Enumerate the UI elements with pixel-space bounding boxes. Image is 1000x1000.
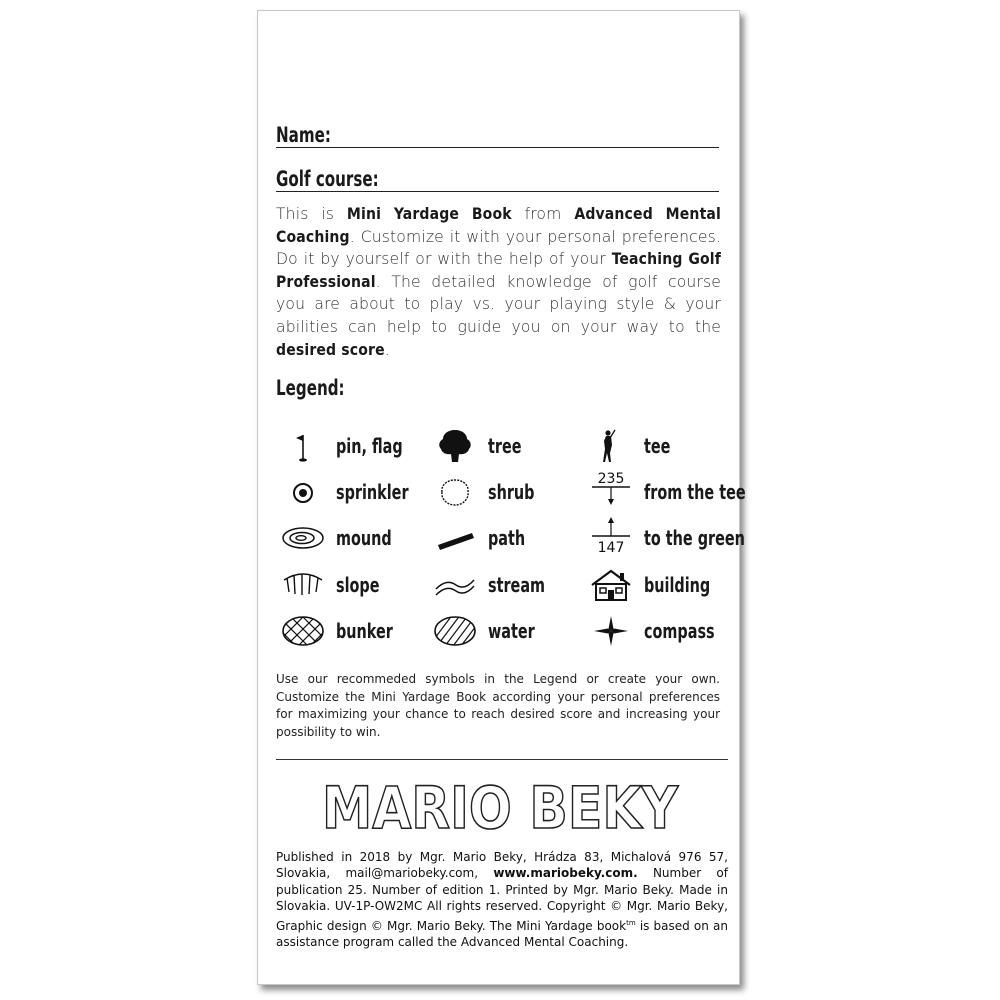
water-icon xyxy=(428,614,482,648)
book-name: Mini Yardage Book xyxy=(346,205,512,223)
svg-text:MARIO BEKY: MARIO BEKY xyxy=(322,774,679,842)
legend-item-tree: tree xyxy=(428,429,578,463)
from-tee-icon xyxy=(584,469,638,509)
tree-icon xyxy=(428,429,482,463)
legend-item-pin-flag: pin, flag xyxy=(276,429,426,463)
legend-item-shrub: shrub xyxy=(428,475,578,509)
website-link[interactable]: www.mariobeky.com. xyxy=(493,866,638,881)
desired-score: desired score xyxy=(276,340,385,359)
legend-note: Use our recommeded symbols in the Legend or create your own. Customize the Mini Yardage Book according your personal preferences for maximizing your chance to reach desired score and increasing your possibility to win. xyxy=(276,672,720,739)
compass-icon xyxy=(584,614,638,648)
legend-item-water: water xyxy=(428,614,578,648)
golfer-icon xyxy=(584,429,638,463)
legend-item-to-green: 147 to the green xyxy=(584,515,734,549)
legend-item-building: building xyxy=(584,568,734,602)
legend-item-slope: slope xyxy=(276,568,426,602)
publisher-info: Published in 2018 by Mgr. Mario Beky, Hrádza 83, Michalová 976 57, Slovakia, mail@mariobeky.com, www.mariobeky.com. Number of publication 25. Number of edition 1. Printed by Mgr. Mario Beky. Made in Slovakia. UV-1P-OW2MC All rights reserved. Copyright © Mgr. Mario Beky, Graphic design © Mgr. Mario Beky. The Mini Yardage book$^{tm}$ is based on an assistance program called the Advanced Mental Coaching. xyxy=(276,850,728,950)
golf-course-label: Golf course: xyxy=(276,167,379,191)
to-green-icon xyxy=(584,515,638,555)
yardage-book-page xyxy=(257,10,746,985)
slope-icon xyxy=(276,568,330,602)
sprinkler-icon xyxy=(276,475,330,509)
program-name: Advanced Mental Coaching xyxy=(276,205,721,246)
svg-text:235: 235 xyxy=(597,471,625,487)
legend-title: Legend: xyxy=(276,376,345,400)
shrub-icon xyxy=(428,475,482,509)
divider xyxy=(276,759,728,760)
mound-icon xyxy=(276,521,330,555)
legend-item-tee: tee xyxy=(584,429,734,463)
legend-item-stream: stream xyxy=(428,568,578,602)
name-field[interactable] xyxy=(276,123,719,148)
svg-text:147: 147 xyxy=(597,540,625,556)
pro-name: Teaching Golf Professional xyxy=(276,250,721,291)
house-icon xyxy=(584,568,638,602)
legend-item-compass: compass xyxy=(584,614,734,648)
stream-icon xyxy=(428,568,482,602)
golf-course-field[interactable] xyxy=(276,167,719,192)
pin-flag-icon xyxy=(276,429,330,463)
legend-item-from-tee: 235 from the tee xyxy=(584,469,734,503)
legend-item-sprinkler: sprinkler xyxy=(276,475,426,509)
path-icon xyxy=(428,521,482,555)
intro-paragraph: This is Mini Yardage Book from Advanced Mental Coaching. Customize it with your personal preferences. Do it by yourself or with the help of your Teaching Golf Professional. The detailed knowledge of golf course you are about to play vs. your playing style & your abilities can help to guide you on your way to the desired score. xyxy=(276,205,721,359)
mario-beky-logo xyxy=(322,774,679,842)
legend-item-mound: mound xyxy=(276,521,426,555)
legend-item-path: path xyxy=(428,521,578,555)
bunker-icon xyxy=(276,614,330,648)
name-label: Name: xyxy=(276,123,331,147)
legend-item-bunker: bunker xyxy=(276,614,426,648)
